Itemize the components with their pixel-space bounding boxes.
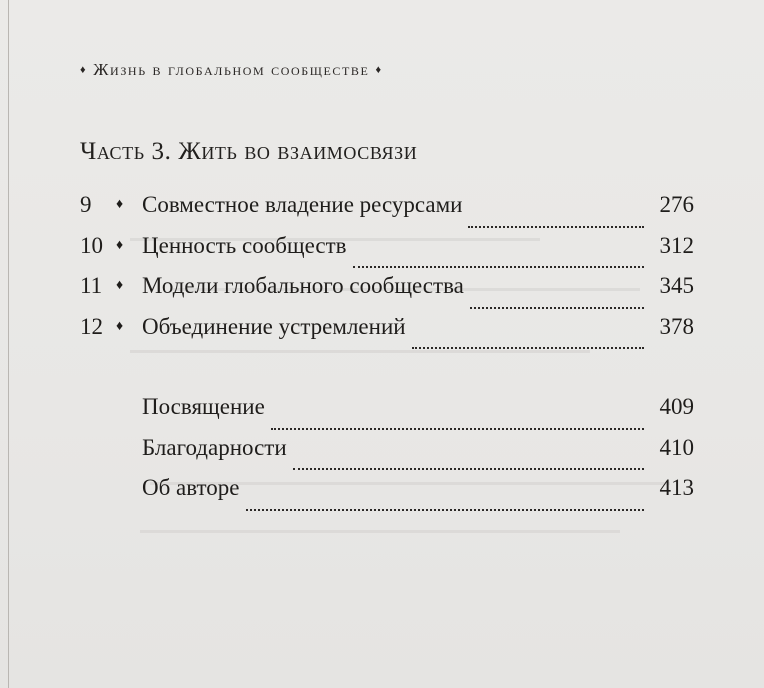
toc-row-chapter-9[interactable] <box>80 192 694 233</box>
page-number: 409 <box>659 394 694 419</box>
diamond-bullet-icon: ♦ <box>116 278 124 293</box>
page-number: 410 <box>659 434 694 460</box>
dot-leader <box>271 428 644 430</box>
chapter-number: 9 <box>80 192 92 217</box>
toc-row-about-author[interactable] <box>80 475 694 516</box>
toc-row-chapter-11[interactable] <box>80 273 694 314</box>
page-edge <box>8 0 9 688</box>
chapter-title: Объединение устремлений <box>142 313 406 339</box>
dot-leader <box>353 266 644 268</box>
table-of-contents <box>80 192 694 516</box>
page-number: 378 <box>659 313 694 339</box>
page-number: 413 <box>659 475 694 500</box>
dot-leader <box>468 226 644 228</box>
chapter-title: Ценность сообществ <box>142 232 347 258</box>
toc-row-dedication[interactable] <box>80 394 694 435</box>
toc-row-chapter-10[interactable] <box>80 233 694 274</box>
chapter-number: 12 <box>80 313 103 339</box>
dot-leader <box>293 468 644 470</box>
chapter-number: 11 <box>80 273 103 298</box>
chapter-title: Совместное владение ресурсами <box>142 192 463 217</box>
page-number: 312 <box>659 232 694 258</box>
dot-leader <box>412 347 644 349</box>
running-head-bullet-left: ♦ <box>80 64 88 76</box>
section-gap <box>80 354 694 394</box>
chapter-number: 10 <box>80 232 103 258</box>
running-head <box>80 60 383 80</box>
running-head-text: Жизнь в глобальном сообществе <box>93 60 370 79</box>
back-matter-title: Благодарности <box>142 434 287 460</box>
toc-row-chapter-12[interactable] <box>80 314 694 355</box>
dot-leader <box>470 307 644 309</box>
dot-leader <box>246 509 644 511</box>
running-head-bullet-right: ♦ <box>375 64 383 76</box>
diamond-bullet-icon: ♦ <box>116 197 124 212</box>
diamond-bullet-icon: ♦ <box>116 318 124 334</box>
page-number: 276 <box>659 192 694 217</box>
chapter-title: Модели глобального сообщества <box>142 273 464 298</box>
back-matter-title: Об авторе <box>142 475 240 500</box>
part-title: Часть 3. Жить во взаимосвязи <box>80 138 418 165</box>
toc-row-acknowledgements[interactable] <box>80 435 694 476</box>
diamond-bullet-icon: ♦ <box>116 237 124 253</box>
page-number: 345 <box>659 273 694 298</box>
back-matter-title: Посвящение <box>142 394 265 419</box>
